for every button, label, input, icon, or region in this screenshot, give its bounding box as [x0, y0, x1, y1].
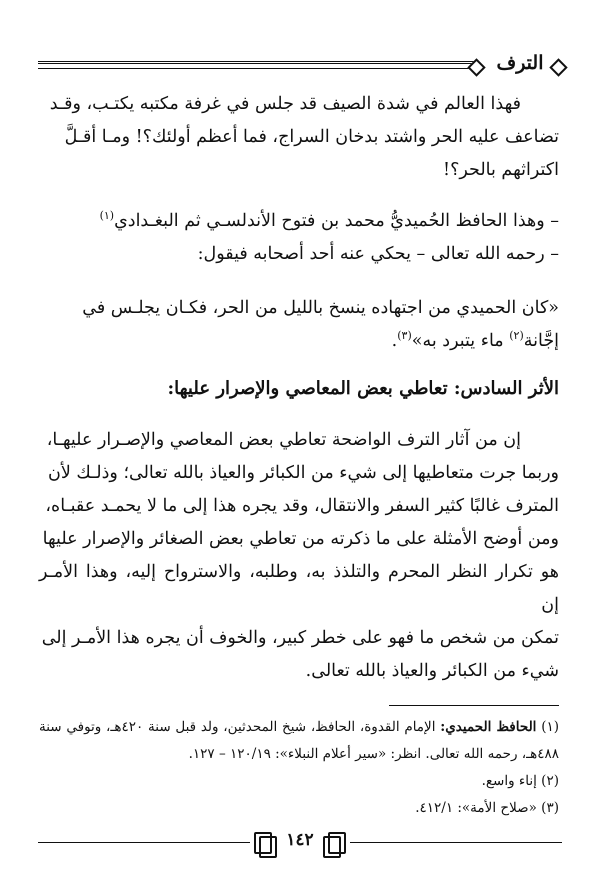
header-title: الترف: [496, 52, 544, 74]
paragraph-hafiz-humaydi: [39, 205, 559, 271]
text-line: تمكن من شخص ما فهو على خطر كبير، والخوف أن يجره هذا الأمـر إلى: [41, 628, 559, 648]
book-ornament-icon: [259, 836, 277, 858]
footnote-number: (١): [541, 719, 560, 735]
footnote-3: (٣) «صلاح الأمة»: ٤١٢/١.: [415, 800, 559, 816]
folio-rule: [350, 842, 562, 843]
paragraph-quote: [39, 292, 559, 358]
text-line: «كان الحميدي من اجتهاده ينسخ بالليل من الحر، فكـان يجلـس في: [82, 298, 559, 318]
footnote-term: الحافظ الحميدي:: [440, 719, 537, 735]
text-line: – رحمه الله تعالى – يحكي عنه أحد أصحابه فيقول:: [197, 244, 559, 264]
text-line: تضاعف عليه الحر واشتد بدخان السراج، فما أعظم أولئك؟! ومـا أقـلَّ: [64, 127, 559, 147]
text-line: المترف غالبًا كثير السفر والانتقال، وقد يجره هذا إلى ما لا يحمـد عقبـاه،: [45, 496, 559, 516]
section-heading: الأثر السادس: تعاطي بعض المعاصي والإصرار عليها:: [167, 378, 559, 399]
page-number-ornament: [250, 830, 350, 856]
header-rule: [38, 61, 477, 67]
footnote-text: الإمام القدوة، الحافظ، شيخ المحدثين، ولد قبل سنة ٤٢٠هـ، وتوفي سنة ٤٨٨هـ، رحمه الله تعالى. انظر: «سير أعلام النبلاء»: ١٢٠/١٩ – ١٢٧.: [39, 719, 559, 762]
paragraph-hamidi-summer: [39, 88, 559, 187]
text-line: شيء من الكبائر والعياذ بالله تعالى.: [305, 661, 559, 681]
footnote-1: [39, 714, 559, 768]
page-number: ١٤٢: [286, 830, 314, 850]
book-ornament-icon: [328, 832, 346, 854]
text-line: وربما جرت متعاطيها إلى شيء من الكبائر والعياذ بالله تعالى؛ وذلـك لأن: [48, 463, 559, 483]
paragraph-sins: [39, 424, 559, 688]
header-rule-thin: [38, 68, 477, 69]
running-header: [38, 52, 561, 82]
text-span: .: [391, 331, 398, 351]
text-span: – وهذا الحافظ الحُميديُّ محمد بن فتوح الأندلسـي ثم البغـدادي: [114, 211, 559, 231]
footnote-separator: [389, 705, 559, 706]
text-span: إجَّانة: [523, 331, 559, 351]
text-line: [39, 205, 559, 238]
footnote-ref-1[interactable]: (١): [99, 209, 115, 223]
text-line: اكتراثهم بالحر؟!: [443, 160, 559, 180]
text-line: إن من آثار الترف الواضحة تعاطي بعض المعاصي والإصـرار عليهـا،: [46, 430, 521, 450]
text-line: هو تكرار النظر المحرم والتلذذ به، وطلبه، والاسترواح إليه، وهذا الأمـر إن: [39, 562, 559, 615]
text-span: ماء يتبرد به»: [411, 331, 510, 351]
text-line: ومن أوضح الأمثلة على ما ذكرته من تعاطي بعض الصغائر والإصرار عليها: [42, 529, 559, 549]
text-line: [39, 325, 559, 358]
footnotes: [39, 714, 559, 822]
footnote-2: (٢) إناء واسع.: [481, 773, 559, 789]
footnote-ref-2[interactable]: (٢): [509, 329, 524, 343]
folio-rule: [38, 842, 250, 843]
text-line: فهذا العالم في شدة الصيف قد جلس في غرفة مكتبه يكتـب، وقـد: [49, 94, 521, 114]
footnote-ref-3[interactable]: (٣): [397, 329, 412, 343]
